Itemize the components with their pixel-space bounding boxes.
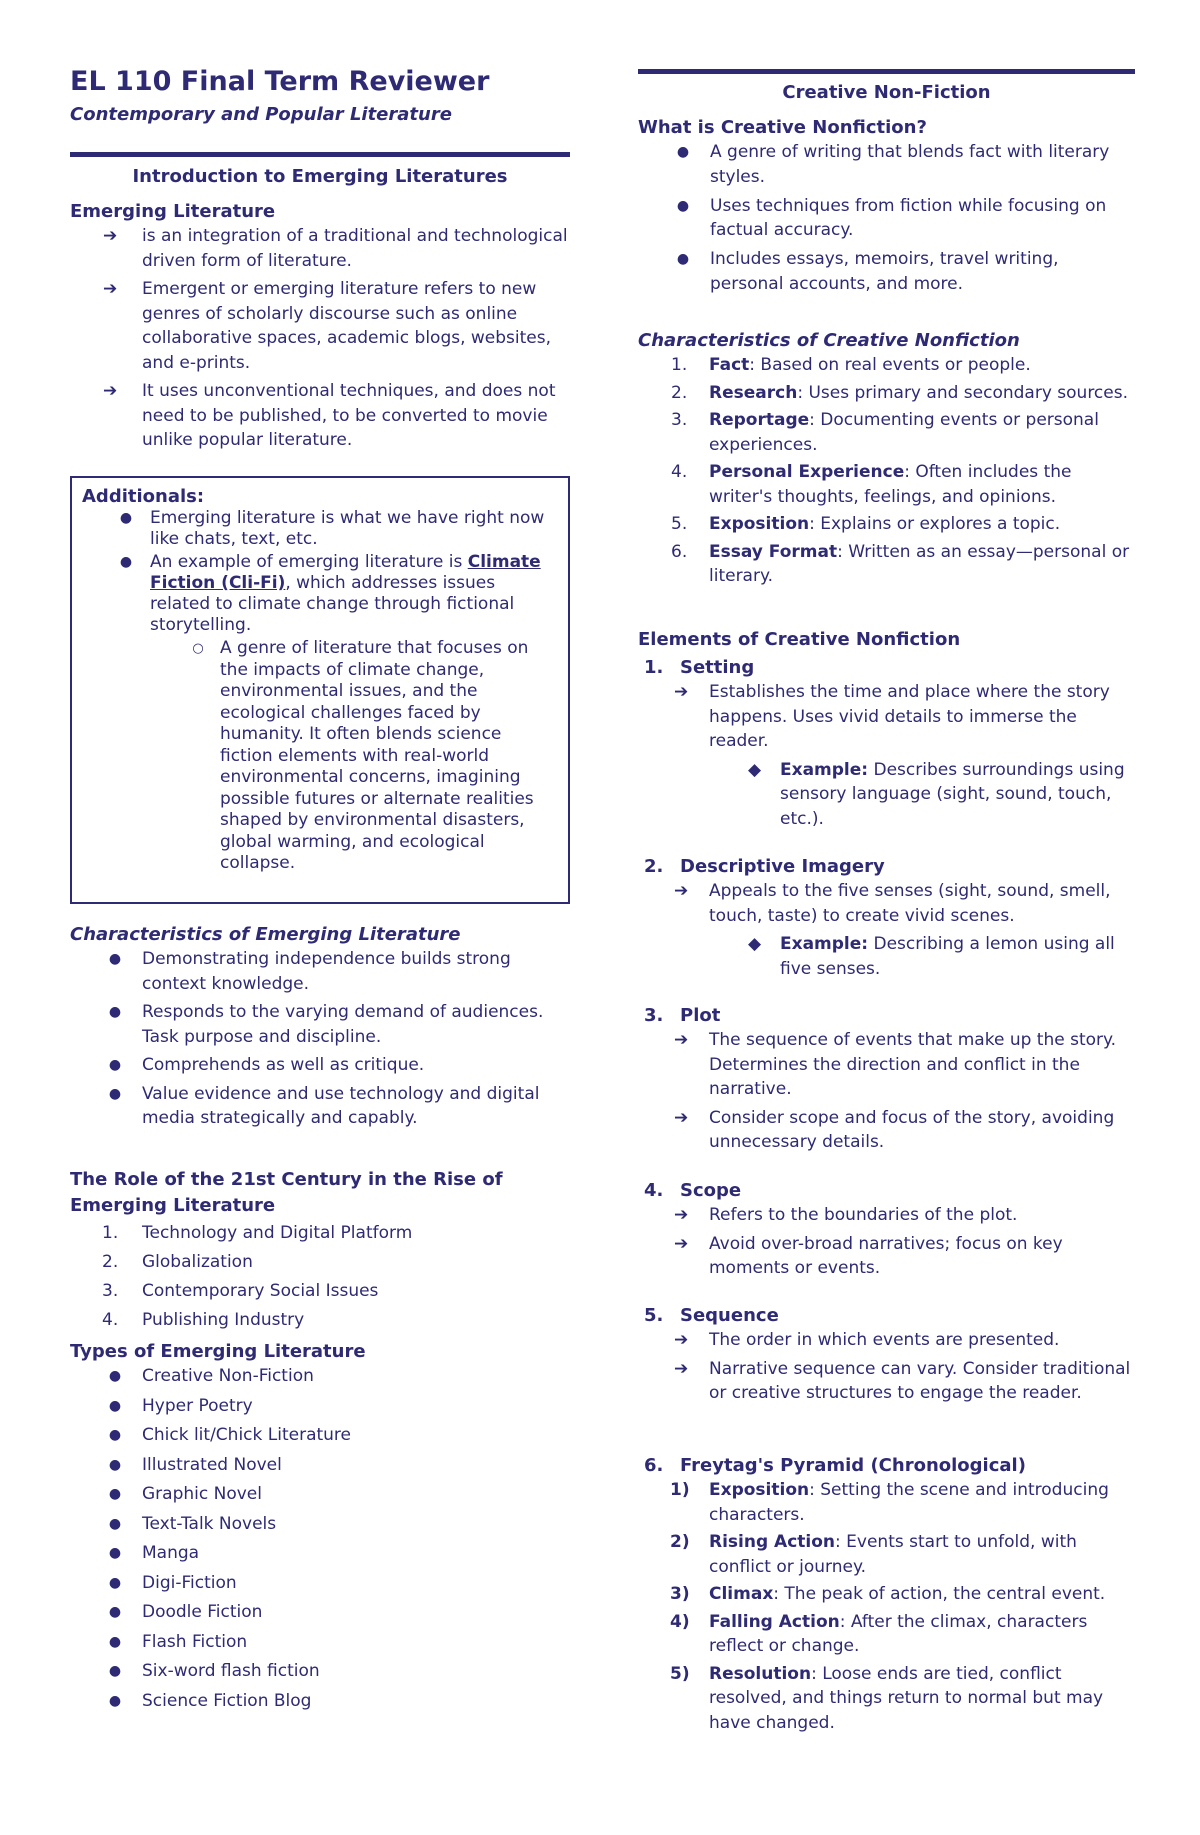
arrow-icon: ➔: [674, 1330, 689, 1350]
characteristics-cnf-section: [638, 330, 1135, 592]
list-item: ● Includes essays, memoirs, travel writing, personal accounts, and more.: [676, 249, 1059, 294]
list-item: ➔ It uses unconventional techniques, and does not need to be published, to be converted to movie unlike popular literature.: [103, 381, 556, 450]
role-21st-century-section: [70, 1167, 570, 1337]
list-item: ● Value evidence and use technology and digital media strategically and capably.: [108, 1083, 540, 1128]
bullet-icon: ●: [108, 1663, 122, 1679]
arrow-icon: ➔: [674, 1358, 689, 1379]
diamond-bullet-icon: ◆: [748, 759, 762, 780]
list-item: 2. Globalization: [102, 1252, 253, 1272]
element-title: 5. Sequence: [644, 1305, 779, 1326]
arrow-icon: ➔: [103, 381, 118, 401]
additionals-heading: Additionals:: [82, 486, 205, 507]
list-item: ➔ Establishes the time and place where the story happens. Uses vivid details to immerse the reader.: [674, 682, 1110, 751]
bullet-icon: ●: [119, 510, 133, 526]
bullet-icon: ●: [108, 1397, 122, 1414]
element-title: 6. Freytag's Pyramid (Chronological): [644, 1455, 1026, 1476]
circle-bullet-icon: ○: [192, 641, 204, 656]
list-item: ● Emerging literature is what we have right now like chats, text, etc.: [119, 508, 545, 549]
list-item: ● An example of emerging literature is Climate Fiction (Cli-Fi), which addresses issues related to climate change through fictional storytelling.: [119, 552, 541, 635]
element-setting: [638, 656, 1135, 831]
list-item: ● Chick lit/Chick Literature: [70, 1423, 570, 1448]
list-item: ● Demonstrating independence builds strong context knowledge.: [108, 949, 511, 994]
element-freytags-pyramid: [638, 1454, 1135, 1738]
list-item: 5) Resolution: Loose ends are tied, conflict resolved, and things return to normal but may have changed.: [670, 1663, 1104, 1733]
list-item: ➔ Appeals to the five senses (sight, sound, smell, touch, taste) to create vivid scenes.: [674, 881, 1111, 926]
list-item: ○ A genre of literature that focuses on the impacts of climate change, environmental issues, and the ecological challenges faced by humanity. It often blends science fiction elements with real-world environmental concerns, imagining possible futures or alternate realities shaped by environmental disasters, global warming, and ecological collapse.: [82, 638, 554, 875]
list-item: ● Flash Fiction: [70, 1630, 570, 1655]
element-title: 4. Scope: [644, 1180, 742, 1201]
elements-cnf-heading-block: [638, 629, 1135, 652]
page-subtitle: Contemporary and Popular Literature: [70, 104, 452, 125]
element-title: 1. Setting: [644, 657, 755, 678]
list-item: 4. Personal Experience: Often includes the writer's thoughts, feelings, and opinions.: [671, 462, 1072, 507]
list-item: ● Creative Non-Fiction: [70, 1364, 570, 1389]
bullet-icon: ●: [108, 1633, 122, 1650]
section-title-intro: Introduction to Emerging Literatures: [132, 166, 508, 187]
bullet-icon: ●: [108, 1604, 122, 1620]
arrow-icon: ➔: [103, 279, 118, 299]
arrow-icon: ➔: [674, 1107, 689, 1128]
bullet-icon: ●: [108, 1456, 122, 1473]
arrow-icon: ➔: [674, 682, 689, 702]
element-scope: [638, 1179, 1135, 1285]
list-item: ● Six-word flash fiction: [70, 1659, 570, 1684]
bullet-icon: ●: [108, 1085, 122, 1102]
element-title: 2. Descriptive Imagery: [644, 856, 885, 877]
list-item: 2) Rising Action: Events start to unfold, with conflict or journey.: [670, 1532, 1077, 1577]
list-item: 4) Falling Action: After the climax, characters reflect or change.: [670, 1611, 1088, 1656]
arrow-icon: ➔: [674, 1030, 689, 1050]
arrow-icon: ➔: [674, 1233, 689, 1254]
list-item: 6. Essay Format: Written as an essay—personal or literary.: [671, 541, 1130, 586]
emerging-literature-section: [70, 201, 570, 457]
list-item: ➔ Avoid over-broad narratives; focus on key moments or events.: [674, 1233, 1063, 1278]
example-item: ◆ Example: Describing a lemon using all five senses.: [748, 934, 1115, 979]
bullet-icon: ●: [108, 1057, 122, 1073]
bullet-icon: ●: [108, 1427, 122, 1443]
types-heading: Types of Emerging Literature: [70, 1341, 366, 1362]
list-item: ➔ Refers to the boundaries of the plot.: [638, 1203, 1135, 1228]
bullet-icon: ●: [119, 554, 133, 570]
list-item: ➔ Narrative sequence can vary. Consider traditional or creative structures to engage the reader.: [674, 1358, 1131, 1403]
arrow-icon: ➔: [674, 881, 689, 901]
characteristics-emerging-heading: Characteristics of Emerging Literature: [70, 924, 461, 945]
list-item: ➔ The order in which events are presented.: [638, 1328, 1135, 1353]
bullet-icon: ●: [676, 144, 690, 160]
list-item: 1. Technology and Digital Platform: [102, 1223, 413, 1243]
list-item: ➔ The sequence of events that make up the story. Determines the direction and conflict in the narrative.: [674, 1030, 1117, 1099]
list-item: ● Doodle Fiction: [70, 1600, 570, 1625]
bullet-icon: ●: [108, 1486, 122, 1502]
list-item: ● Science Fiction Blog: [70, 1689, 570, 1714]
what-is-cnf-heading: What is Creative Nonfiction?: [638, 117, 927, 138]
bullet-icon: ●: [108, 951, 122, 967]
characteristics-emerging-section: [70, 924, 570, 1135]
list-item: 3) Climax: The peak of action, the central event.: [670, 1584, 1106, 1604]
element-plot: [638, 1004, 1135, 1159]
additionals-box: [70, 476, 570, 904]
what-is-cnf-section: [638, 117, 1135, 301]
list-item: ● Comprehends as well as critique.: [70, 1053, 570, 1078]
list-item: ● Graphic Novel: [70, 1482, 570, 1507]
bullet-icon: ●: [108, 1574, 122, 1591]
list-item: 5. Exposition: Explains or explores a topic.: [671, 514, 1061, 534]
bullet-icon: ●: [108, 1515, 122, 1532]
bullet-icon: ●: [108, 1545, 122, 1561]
divider-line: [70, 152, 570, 157]
arrow-icon: ➔: [103, 226, 118, 246]
list-item: ● Illustrated Novel: [70, 1453, 570, 1478]
bullet-icon: ●: [676, 251, 690, 267]
bullet-icon: ●: [108, 1368, 122, 1384]
list-item: ➔ is an integration of a traditional and technological driven form of literature.: [103, 226, 568, 271]
list-item: ● Responds to the varying demand of audiences. Task purpose and discipline.: [108, 1002, 544, 1047]
list-item: 3. Contemporary Social Issues: [102, 1281, 379, 1301]
types-emerging-section: [70, 1341, 570, 1718]
list-item: ● Uses techniques from fiction while focusing on factual accuracy.: [676, 195, 1107, 240]
bullet-icon: ●: [108, 1004, 122, 1020]
list-item: ● Hyper Poetry: [70, 1394, 570, 1419]
list-item: ➔ Consider scope and focus of the story, avoiding unnecessary details.: [674, 1107, 1115, 1152]
element-descriptive-imagery: [638, 855, 1135, 981]
list-item: 1) Exposition: Setting the scene and introducing characters.: [670, 1480, 1109, 1525]
list-item: 1. Fact: Based on real events or people.: [671, 355, 1031, 375]
element-sequence: [638, 1304, 1135, 1410]
characteristics-cnf-heading: Characteristics of Creative Nonfiction: [638, 330, 1020, 351]
list-item: 3. Reportage: Documenting events or personal experiences.: [671, 410, 1099, 455]
list-item: ● Digi-Fiction: [70, 1571, 570, 1596]
list-item: 4. Publishing Industry: [102, 1310, 305, 1330]
arrow-icon: ➔: [674, 1205, 689, 1225]
diamond-bullet-icon: ◆: [748, 934, 762, 954]
list-item: ➔ Emergent or emerging literature refers to new genres of scholarly discourse such as online collaborative spaces, academic blogs, websites, and e-prints.: [103, 279, 552, 373]
page-title: EL 110 Final Term Reviewer: [70, 66, 490, 97]
element-title: 3. Plot: [644, 1005, 721, 1026]
list-item: ● Manga: [70, 1541, 570, 1566]
emerging-literature-heading: Emerging Literature: [70, 201, 276, 222]
example-item: ◆ Example: Describes surroundings using sensory language (sight, sound, touch, etc.).: [748, 759, 1125, 829]
elements-cnf-heading: Elements of Creative Nonfiction: [638, 629, 961, 650]
list-item: ● A genre of writing that blends fact with literary styles.: [676, 142, 1110, 187]
divider-line: [638, 69, 1135, 74]
bullet-icon: ●: [676, 197, 690, 214]
list-item: 2. Research: Uses primary and secondary sources.: [671, 382, 1128, 403]
bullet-icon: ●: [108, 1692, 122, 1709]
list-item: ● Text-Talk Novels: [70, 1512, 570, 1537]
section-title-cnf: Creative Non-Fiction: [782, 82, 991, 103]
cli-fi-term: Climate Fiction (Cli-Fi): [150, 552, 541, 593]
role-heading: The Role of the 21st Century in the Rise of Emerging Literature: [70, 1169, 503, 1216]
